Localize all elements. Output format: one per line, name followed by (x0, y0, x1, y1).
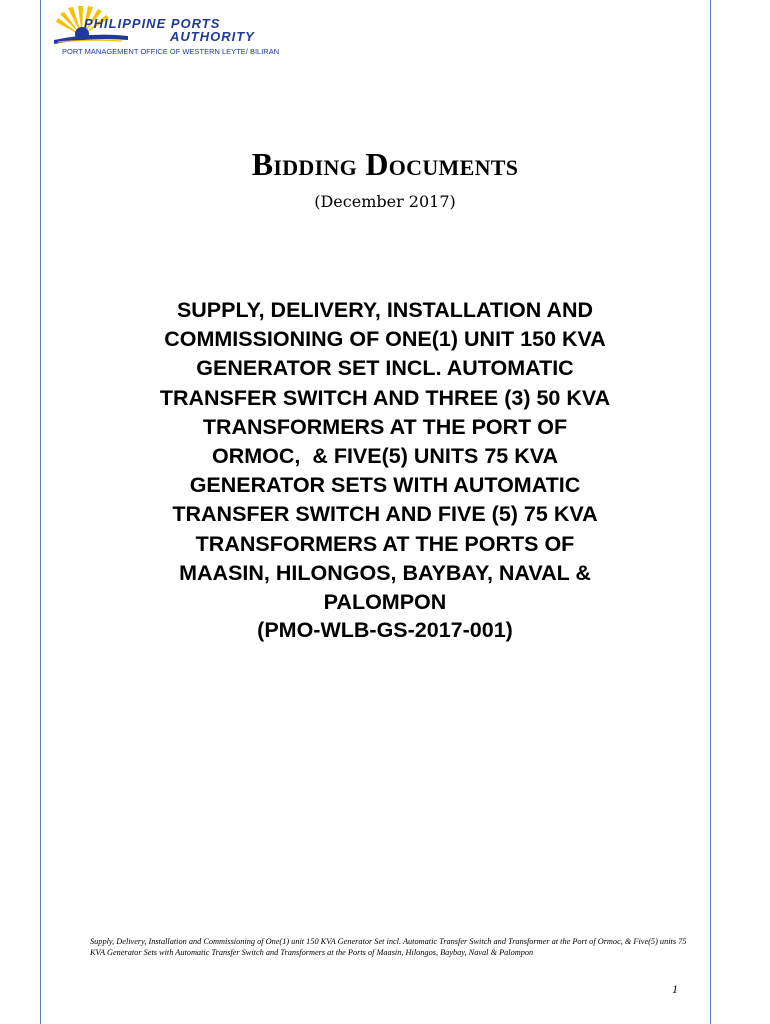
project-line: SUPPLY, DELIVERY, INSTALLATION AND (176, 298, 594, 322)
reference-code: (PMO-WLB-GS-2017-001) (257, 618, 513, 642)
project-line: PALOMPON (323, 590, 447, 615)
document-date: (December 2017) (314, 192, 456, 211)
project-line: GENERATOR SET INCL. AUTOMATIC (196, 356, 574, 381)
project-line: COMMISSIONING OF ONE(1) UNIT 150 KVA (164, 327, 606, 352)
project-line: MAASIN, HILONGOS, BAYBAY, NAVAL & (179, 560, 591, 585)
page-number: 1 (672, 982, 678, 996)
project-line: GENERATOR SETS WITH AUTOMATIC (189, 473, 581, 498)
project-line: TRANSFER SWITCH AND FIVE (5) 75 KVA (172, 502, 598, 527)
footer-text: Supply, Delivery, Installation and Commissioning of One(1) unit 150 KVA Generator Set incl. Automatic Transfer Switch and Transformer at the Port of Ormoc, & Five(5) units 75 KVA Generator Sets with Automatic Transfer Switch and Transformers at the Ports of Maasin, Hilongos, Baybay, Naval & Palompon (90, 937, 687, 957)
project-line: ORMOC, & FIVE(5) UNITS 75 KVA (211, 444, 559, 469)
project-line: TRANSFER SWITCH AND THREE (3) 50 KVA (159, 385, 611, 410)
document-title: Bidding Documents (251, 146, 519, 182)
logo-name-line1: PHILIPPINE PORTS (84, 16, 221, 31)
project-description (84, 296, 686, 617)
office-name: PORT MANAGEMENT OFFICE OF WESTERN LEYTE/ BILIRAN (62, 47, 280, 56)
project-line: TRANSFORMERS AT THE PORT OF (202, 414, 568, 439)
project-line: TRANSFORMERS AT THE PORTS OF (195, 531, 575, 556)
logo-name-line2: AUTHORITY (170, 29, 255, 44)
